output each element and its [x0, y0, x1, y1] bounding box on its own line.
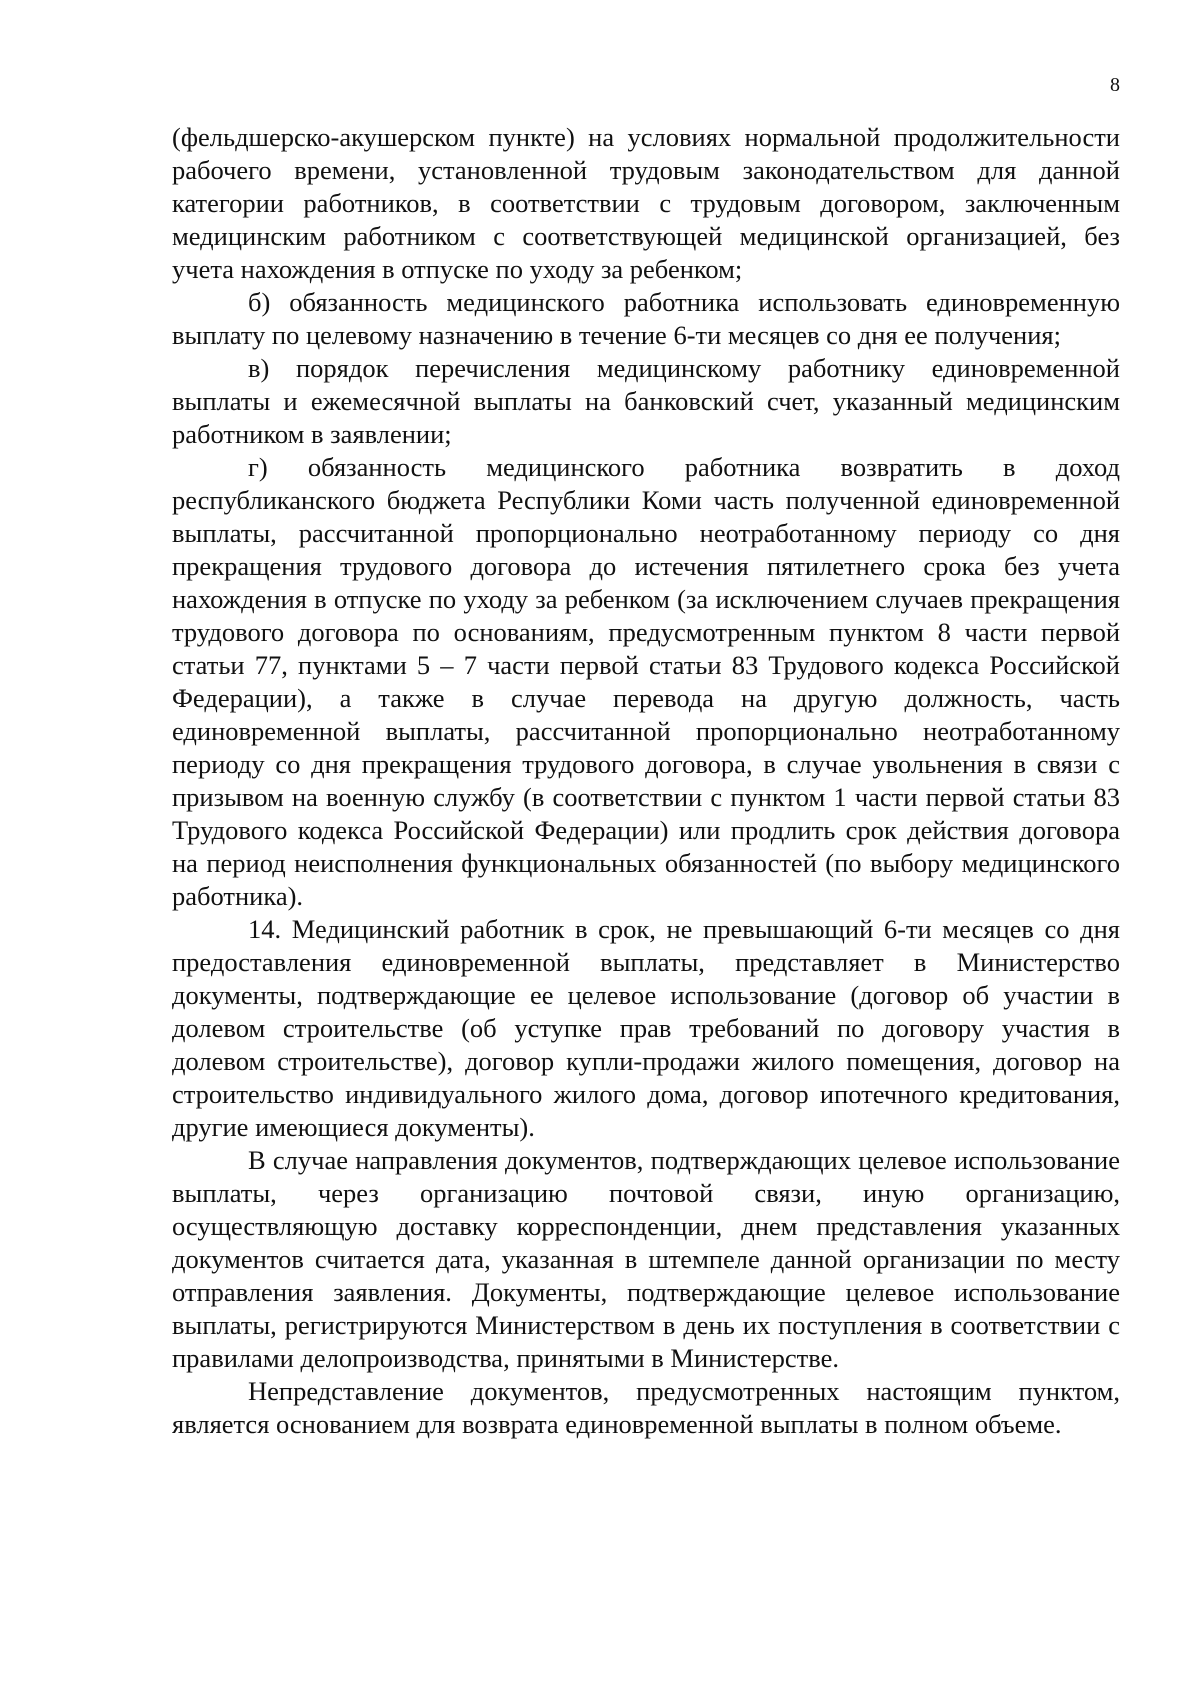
- paragraph-item-g: г) обязанность медицинского работника возвратить в доход республиканского бюджета Республики Коми часть полученной единовременной выплаты, рассчитанной пропорционально неотработанному периоду со дня прекращения трудового договора до истечения пятилетнего срока без учета нахождения в отпуске по уходу за ребенком (за исключением случаев прекращения трудового договора по основаниям, предусмотренным пунктом 8 части первой статьи 77, пунктами 5 – 7 части первой статьи 83 Трудового кодекса Российской Федерации), а также в случае перевода на другую должность, часть единовременной выплаты, рассчитанной пропорционально неотработанному периоду со дня прекращения трудового договора, в случае увольнения в связи с призывом на военную службу (в соответствии с пунктом 1 части первой статьи 83 Трудового кодекса Российской Федерации) или продлить срок действия договора на период неисполнения функциональных обязанностей (по выбору медицинского работника).: [172, 452, 1120, 911]
- paragraph-item-14-nonsubmission: Непредставление документов, предусмотренных настоящим пунктом, является основанием для возврата единовременной выплаты в полном объеме.: [172, 1376, 1120, 1439]
- paragraph-item-v: в) порядок перечисления медицинскому работнику единовременной выплаты и ежемесячной выплаты на банковский счет, указанный медицинским работником в заявлении;: [172, 353, 1120, 449]
- paragraph-item-14: 14. Медицинский работник в срок, не превышающий 6-ти месяцев со дня предоставления единовременной выплаты, представляет в Министерство документы, подтверждающие ее целевое использование (договор об участии в долевом строительстве (об уступке прав требований по договору участия в долевом строительстве), договор купли-продажи жилого помещения, договор на строительство индивидуального жилого дома, договор ипотечного кредитования, другие имеющиеся документы).: [172, 914, 1120, 1142]
- page-number: 8: [1110, 74, 1120, 96]
- document-body: [172, 121, 1120, 1441]
- paragraph-item-14-mail: В случае направления документов, подтверждающих целевое использование выплаты, через организацию почтовой связи, иную организацию, осуществляющую доставку корреспонденции, днем представления указанных документов считается дата, указанная в штемпеле данной организации по месту отправления заявления. Документы, подтверждающие целевое использование выплаты, регистрируются Министерством в день их поступления в соответствии с правилами делопроизводства, принятыми в Министерстве.: [172, 1145, 1120, 1373]
- paragraph-item-b: б) обязанность медицинского работника использовать единовременную выплату по целевому назначению в течение 6-ти месяцев со дня ее получения;: [172, 287, 1120, 350]
- paragraph-continuation: (фельдшерско-акушерском пункте) на условиях нормальной продолжительности рабочего времени, установленной трудовым законодательством для данной категории работников, в соответствии с трудовым договором, заключенным медицинским работником с соответствующей медицинской организацией, без учета нахождения в отпуске по уходу за ребенком;: [172, 122, 1120, 284]
